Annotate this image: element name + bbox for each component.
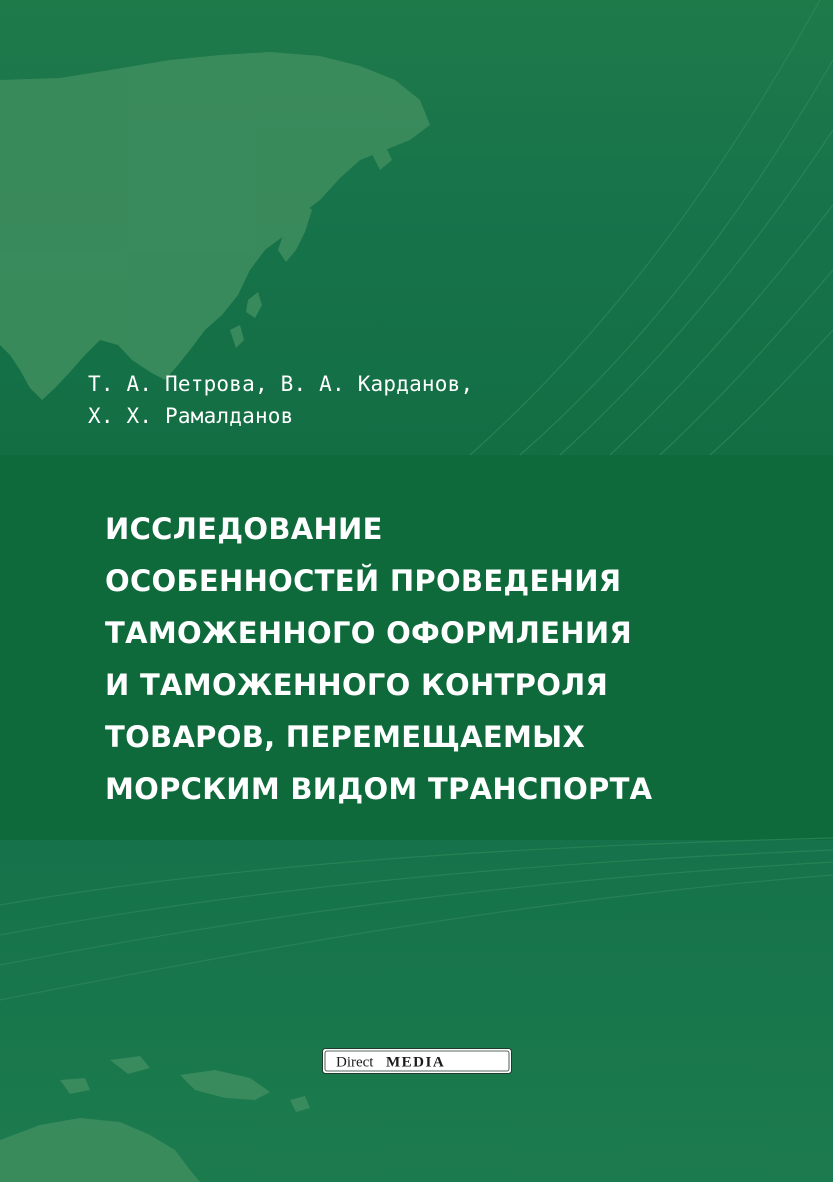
- title-line-5: ТОВАРОВ, ПЕРЕМЕЩАЕМЫХ: [105, 720, 586, 754]
- asia-map-land: [0, 52, 430, 400]
- title-line-1: ИССЛЕДОВАНИЕ: [105, 512, 383, 546]
- title-line-4: И ТАМОЖЕННОГО КОНТРОЛЯ: [105, 668, 609, 702]
- authors-line-2: Х. Х. Рамалданов: [88, 404, 294, 428]
- title-line-2: ОСОБЕННОСТЕЙ ПРОВЕДЕНИЯ: [105, 564, 622, 598]
- title-line-6: МОРСКИМ ВИДОМ ТРАНСПОРТА: [105, 772, 653, 806]
- authors-line-1: Т. А. Петрова, В. А. Карданов,: [88, 372, 474, 396]
- wave-lines: [0, 838, 833, 1000]
- publisher-logo: [322, 1048, 512, 1074]
- book-title: [105, 503, 805, 815]
- logo-text-media: MEDIA: [386, 1054, 446, 1071]
- title-line-3: ТАМОЖЕННОГО ОФОРМЛЕНИЯ: [105, 616, 633, 650]
- australia-map-land: [0, 1056, 310, 1182]
- authors-block: [88, 368, 788, 432]
- logo-text-direct: Direct: [336, 1054, 374, 1071]
